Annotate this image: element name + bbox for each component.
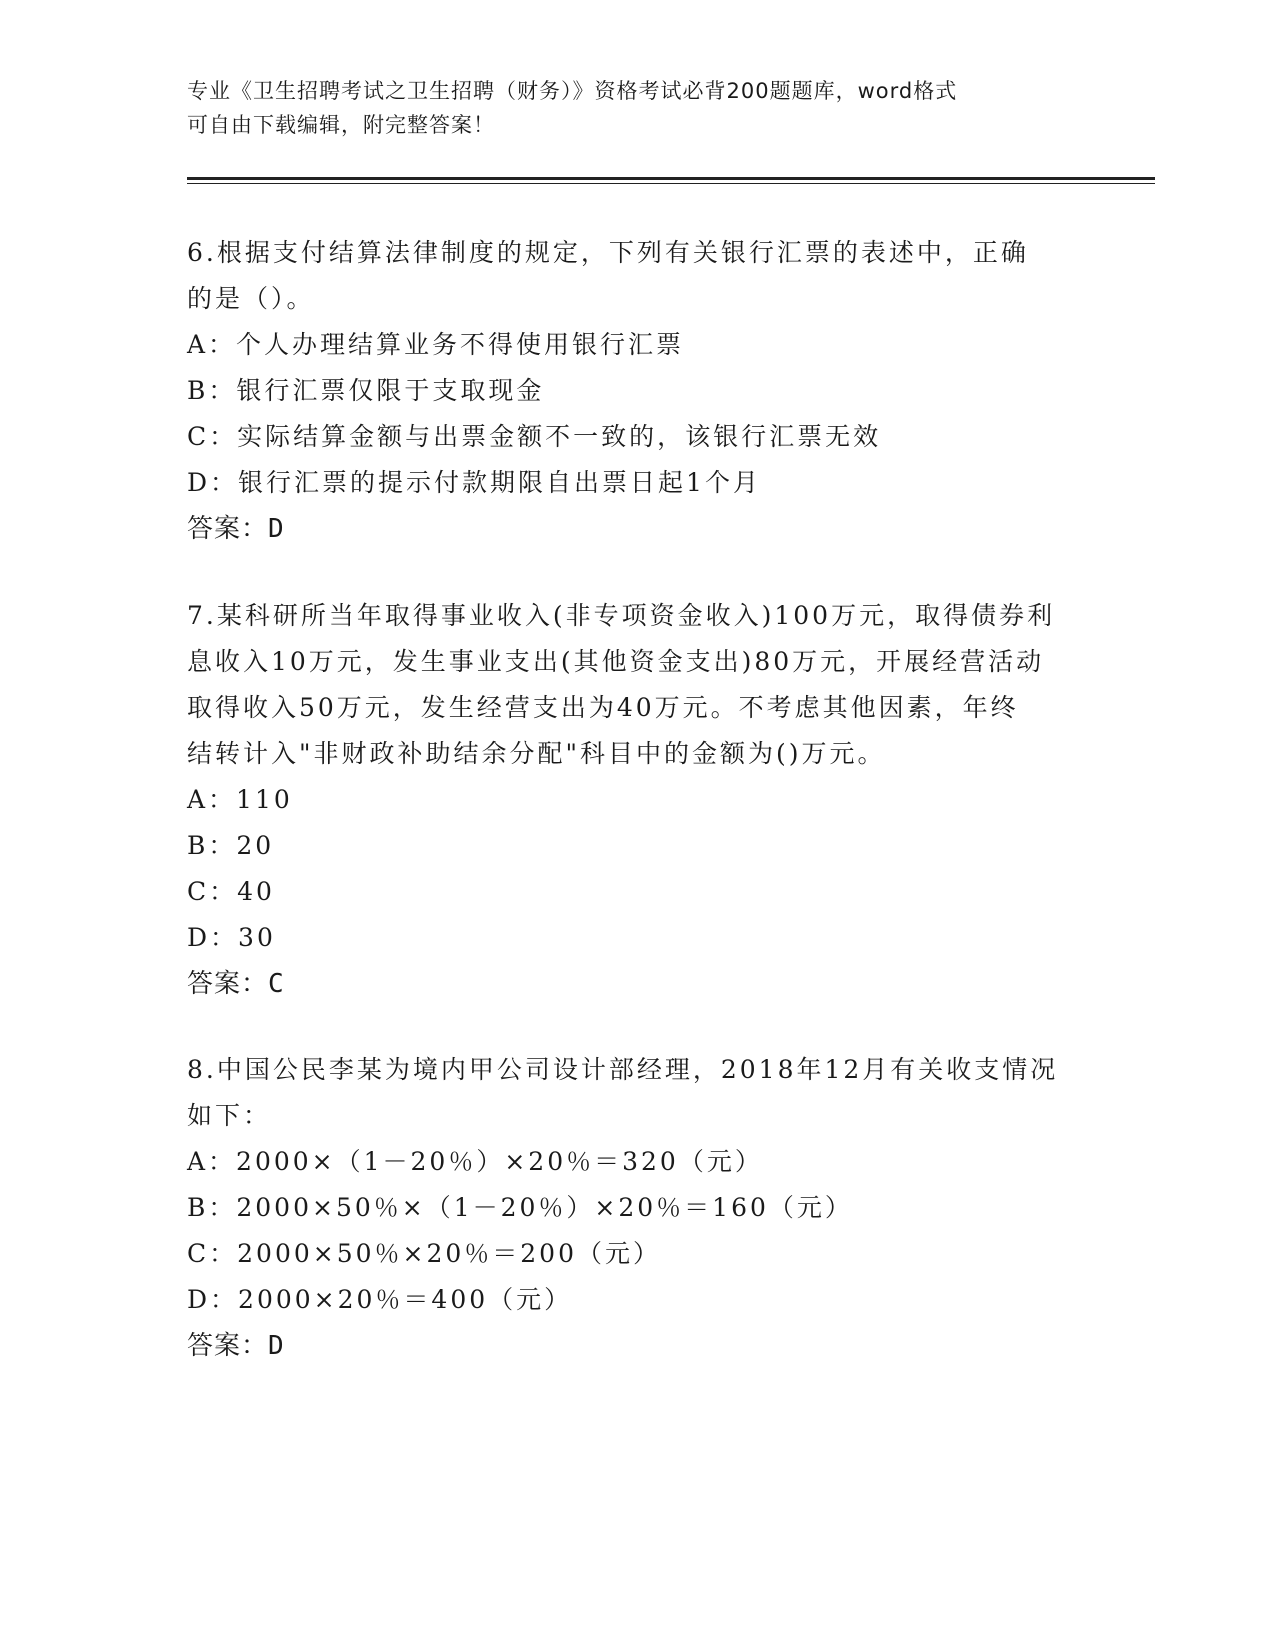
question-8	[187, 1047, 1147, 1369]
answer-line	[187, 1323, 1147, 1369]
answer-line	[187, 506, 1147, 552]
option-d: D：30	[187, 923, 276, 952]
option-b: B：20	[187, 831, 275, 860]
option-d: D：银行汇票的提示付款期限自出票日起1个月	[187, 468, 761, 497]
question-text-line: 如下：	[187, 1101, 272, 1130]
question-6	[187, 230, 1147, 552]
document-header	[187, 74, 1067, 142]
option-b: B：银行汇票仅限于支取现金	[187, 376, 545, 405]
question-text-line: 息收入10万元，发生事业支出(其他资金支出)80万元，开展经营活动	[187, 647, 1045, 676]
answer-line	[187, 961, 1147, 1007]
option-a: A：个人办理结算业务不得使用银行汇票	[187, 330, 685, 359]
header-line-1: 专业《卫生招聘考试之卫生招聘（财务）》资格考试必背200题题库，word格式	[187, 79, 958, 103]
answer-label: 答案：	[187, 1331, 269, 1361]
answer-key: D	[268, 514, 285, 544]
answer-label: 答案：	[187, 514, 269, 544]
header-line-2: 可自由下载编辑，附完整答案！	[187, 113, 495, 137]
header-divider-thick	[187, 177, 1155, 180]
question-text-line: 6.根据支付结算法律制度的规定，下列有关银行汇票的表述中，正确	[187, 238, 1029, 267]
option-c: C：实际结算金额与出票金额不一致的，该银行汇票无效	[187, 422, 882, 451]
question-text-line: 取得收入50万元，发生经营支出为40万元。不考虑其他因素，年终	[187, 693, 1019, 722]
question-text-line: 结转计入"非财政补助结余分配"科目中的金额为()万元。	[187, 739, 886, 768]
question-text-line: 的是（）。	[187, 284, 315, 313]
question-text-line: 7.某科研所当年取得事业收入(非专项资金收入)100万元，取得债券利	[187, 601, 1056, 630]
option-a: A：110	[187, 785, 293, 814]
answer-label: 答案：	[187, 969, 269, 999]
option-d: D：2000×20％＝400（元）	[187, 1285, 573, 1314]
answer-key: C	[268, 969, 285, 999]
answer-key: D	[268, 1331, 285, 1361]
question-7	[187, 593, 1147, 1007]
option-c: C：40	[187, 877, 275, 906]
header-divider-thin	[187, 183, 1155, 184]
question-text-line: 8.中国公民李某为境内甲公司设计部经理，2018年12月有关收支情况	[187, 1055, 1059, 1084]
option-b: B：2000×50％×（1－20％）×20％＝160（元）	[187, 1193, 853, 1222]
option-a: A：2000×（1－20％）×20％＝320（元）	[187, 1147, 763, 1176]
option-c: C：2000×50％×20％＝200（元）	[187, 1239, 661, 1268]
